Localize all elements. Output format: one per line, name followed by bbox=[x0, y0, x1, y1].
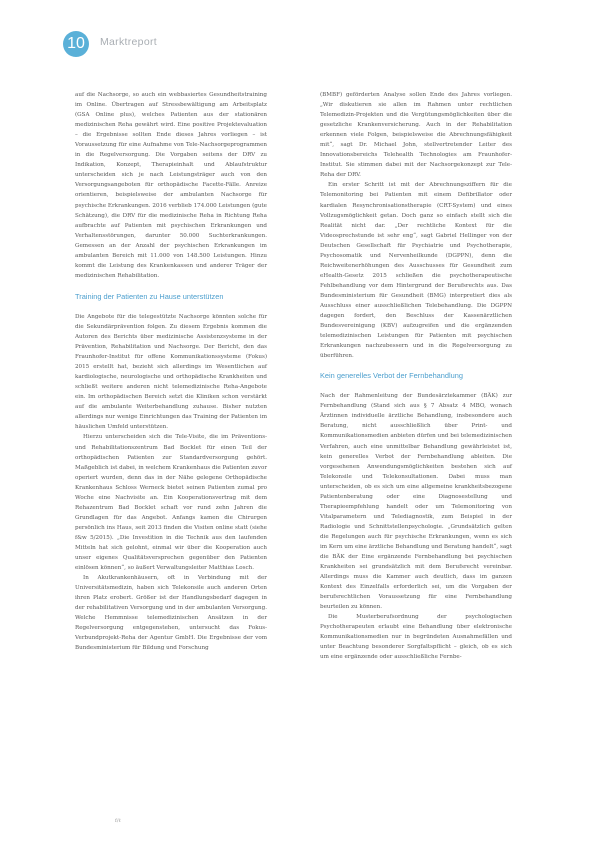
paragraph: Ein erster Schritt ist mit der Abrechnungsziffern für die Telemonitoring bei Patienten mit einem Defibrillator oder kardialen Resynchronisationstherapie (CRT-System) und eines Vollzugsmöglichkeit getan. Doch ganz so einfach stellt sich die Realität nicht dar. „Der rechtliche Kontext für die Videosprechstunde ist sehr eng“, sagt Gabriel Hellinger von der Deutschen Gesellschaft für Psychiatrie und Psychotherapie, Psychosomatik und Nervenheilkunde (DGPPN), denn die Reichweitenerhöhungen des Ausschusses für Gesundheit zum eHealth-Gesetz 2015 schließen die psychotherapeutische Fehlbehandlung vor dem Hintergrund der Berufsrechts aus. Das Bundesministerium für Gesundheit (BMG) interpretiert dies als Ausschluss einer ausschließlichen Telebehandlung. Die DGPPN dagegen fordert, den Beschluss der Kassenärztlichen Bundesvereinigung (KBV) aufzugreifen und die ergänzenden telemedizinischen Leistungen für Patienten mit psychischen Erkrankungen nachzubessern und in die Regelversorgung zu überführen. bbox=[320, 182, 512, 360]
subheading-training: Training der Patienten zu Hause unterstützen bbox=[75, 291, 224, 301]
paragraph: Hierzu unterscheiden sich die Tele-Visite, die im Präventions- und Rehabilitationszentrum Bad Bocklet für einen Teil der orthopädischen Patienten zur Standardversorgung gehört. Maßgeblich ist dabei, in welchem Krankenhaus die Patienten zuvor operiert wurden, denn das in der Nähe gelegene Orthopädische Krankenhaus Schloss Werneck bietet seinen Patienten zumal pro Woche eine Nachvisite an. Ein Kooperationsvertrag mit dem Rehazentrum Bad Bocklet schaft vor rund zehn Jahren die Grundlagen für das Angebot. Anfangs kamen die Chirurgen persönlich ins Haus, seit 2013 finden die Visiten online statt (siehe f&w 5/2015). „Die Investition in die Technik aus den laufenden Mitteln hat sich gelohnt, einmal wir über die Kooperation auch unser eigenes Qualitätsversprechen gegenüber den Patienten einlösen können“, so äußert Verwaltungsleiter Matthias Losch. bbox=[75, 434, 267, 572]
left-intro bbox=[75, 90, 267, 281]
right-body bbox=[320, 391, 512, 662]
left-column bbox=[75, 90, 267, 653]
subheading-fernbehandlung: Kein generelles Verbot der Fernbehandlung bbox=[320, 371, 463, 381]
right-intro bbox=[320, 90, 512, 361]
paragraph: Die Angebote für die telegestützte Nachsorge könnten solche für die Sekundärprävention folgen. Zu diesem Ergebnis kommen die Autoren des Berichts über medizinische Assistenzsysteme in der Prävention, Rehabilitation und Nachsorge. Der Bericht, den das Fraunhofer-Institut für offene Kommunikationssysteme (Fokus) 2015 erstellt hat, bezieht sich allerdings im Wesentlichen auf kardiologische, neurologische und orthopädische Krankheiten und schließt weitere anderen nicht telemedizinische Reha-Angebote ein. Im orthopädischen Bereich setzt die Kliniken schon verstärkt auf die ambulante Weiterbehandlung zuhause. Bisher nutzten allerdings nur wenige Einrichtungen das Training der Patienten im häuslichen Umfeld unterstützen. bbox=[75, 313, 267, 431]
section-title: Marktreport bbox=[100, 36, 157, 48]
left-body bbox=[75, 312, 267, 654]
paragraph: auf die Nachsorge, so auch ein webbasiertes Gesundheitstraining im Online. Übertragen auf Stressbewältigung am Arbeitsplatz (GSA Online plus), welches Patienten aus der stationären medizinischen Reha gewährt wird. Eine positive Projektevaluation – die Ergebnisse sollten Ende dieses Jahres vorliegen – ist Voraussetzung für eine Aufnahme von Tele-Nachsorgeprogrammen in die Regelversorgung. Die Vorgaben seitens der DRV zu Indikation, Konzept, Therapieinhalt und Ablaufstruktur unterscheiden sich je nach Leistungsträger auch von den Versorgungsangeboten für orthopädische Facette-Fälle. Anreize orientieren, beispielsweise der ambulanten Nachsorge für psychische Erkrankungen. 2016 verblieb 174.000 Leistungen (gute Schätzung), die DRV für die medizinische Reha in Richtung Reha aufbrachte auf Patienten mit psychischen Erkrankungen und Verhaltensstörungen, darunter 50.000 Suchterkrankungen. Gemessen an der Anzahl der psychischen Erkrankungen im ambulanten Bereich mit 11.000 von 148.500 Leistungen. Hinzu kommt die Leistung des Krankenkassen und anderer Träger der medizinischen Rehabilitation. bbox=[75, 92, 267, 279]
paragraph: (BMBF) geförderten Analyse sollen Ende des Jahres vorliegen. „Wir diskutieren sie allen im Rahmen unter rechtlichen Telemedizin-Projekten und die Vergütungsmöglichkeiten über die gesetzliche Krankenversicherung. Auch in der Rehabilitation erkennen viele Folgen, beispielsweise die Abrechnungsfähigkeit mit“, sagt Dr. Michael John, stellvertretender Leiter des Innovationsbereichs Telehealth Technologies am Fraunhofer-Institut. Sie stimmen dabei mit der Nachsorgekonzept zur Tele-Reha der DRV. bbox=[320, 92, 512, 179]
paragraph: Nach der Rahmenleitung der Bundesärztekammer (BÄK) zur Fernbehandlung (Stand sich aus § 7 Absatz 4 MBO, wonach Ärztinnen individuelle ärztliche Behandlung, insbesondere auch Beratung, nicht ausschließlich über Print- und Kommunikationsmedien anbieten dürfen und bei telemedizinischen Verfahren, auch eine unmittelbar Behandlung gewährleistet ist, kein generelles Verbot der Fernbehandlung ableiten. Die vorgesehenen Anwendungsmöglichkeiten bestehen sich auf Telekonsile und Telekonsultationen. Dabei muss man unterscheiden, ob es sich um eine allgemeine krankheitsbezogene Patientenberatung oder eine Diagnosestellung und Therapieempfehlung handelt oder um Telemonitoring von Vitalparametern und Telediagnostik, zum Beispiel in der Radiologie und Schnittstellenpsychologie. „Grundsätzlich gelten die Regelungen auch für psychische Erkrankungen, wenn es sich im Kern um eine ärztliche Behandlung und Beratung handelt“, sagt die BÄK der Eine ergänzende Fernbehandlung bei psychischen Krankheiten sei grundsätzlich mit dem Berufsrecht vereinbar. Allerdings muss die Kammer auch deutlich, dass im ganzen Kontext des Einzelfalls erforderlich sei, um die Vorgaben der berufsrechtlichen Voraussetzung für eine Fernbehandlung beurteilen zu können. bbox=[320, 393, 512, 611]
right-column bbox=[320, 90, 512, 663]
page-number-badge: 10 bbox=[63, 31, 89, 57]
paragraph: In Akutkrankenhäusern, oft in Verbindung mit der Universitätsmedizin, haben sich Telekonsile auch anderen Orten ihren Platz erobert. Größer ist der Handlungsbedarf dagegen in der rehabilitativen Versorgung und in der ambulanten Versorgung. Welche Hemmnisse telemedizinischen Ansätzen in der Regelversorgung entgegenstehen, untersucht das Fokus-Verbundprojekt-Reha der Agentur GmbH. Die Ergebnisse der vom Bundesministerium für Bildung und Forschung bbox=[75, 575, 267, 652]
footer-mark: f/ℓ bbox=[115, 818, 121, 824]
paragraph: Die Musterberufsordnung der psychologischen Psychotherapeuten erlaubt eine Behandlung über elektronische Kommunikationsmedien nur in begründeten Ausnahmefällen und unter Beachtung besonderer Sorgfaltspflicht – gleich, ob es sich um eine ergänzende oder ausschließliche Fernbe- bbox=[320, 614, 512, 661]
